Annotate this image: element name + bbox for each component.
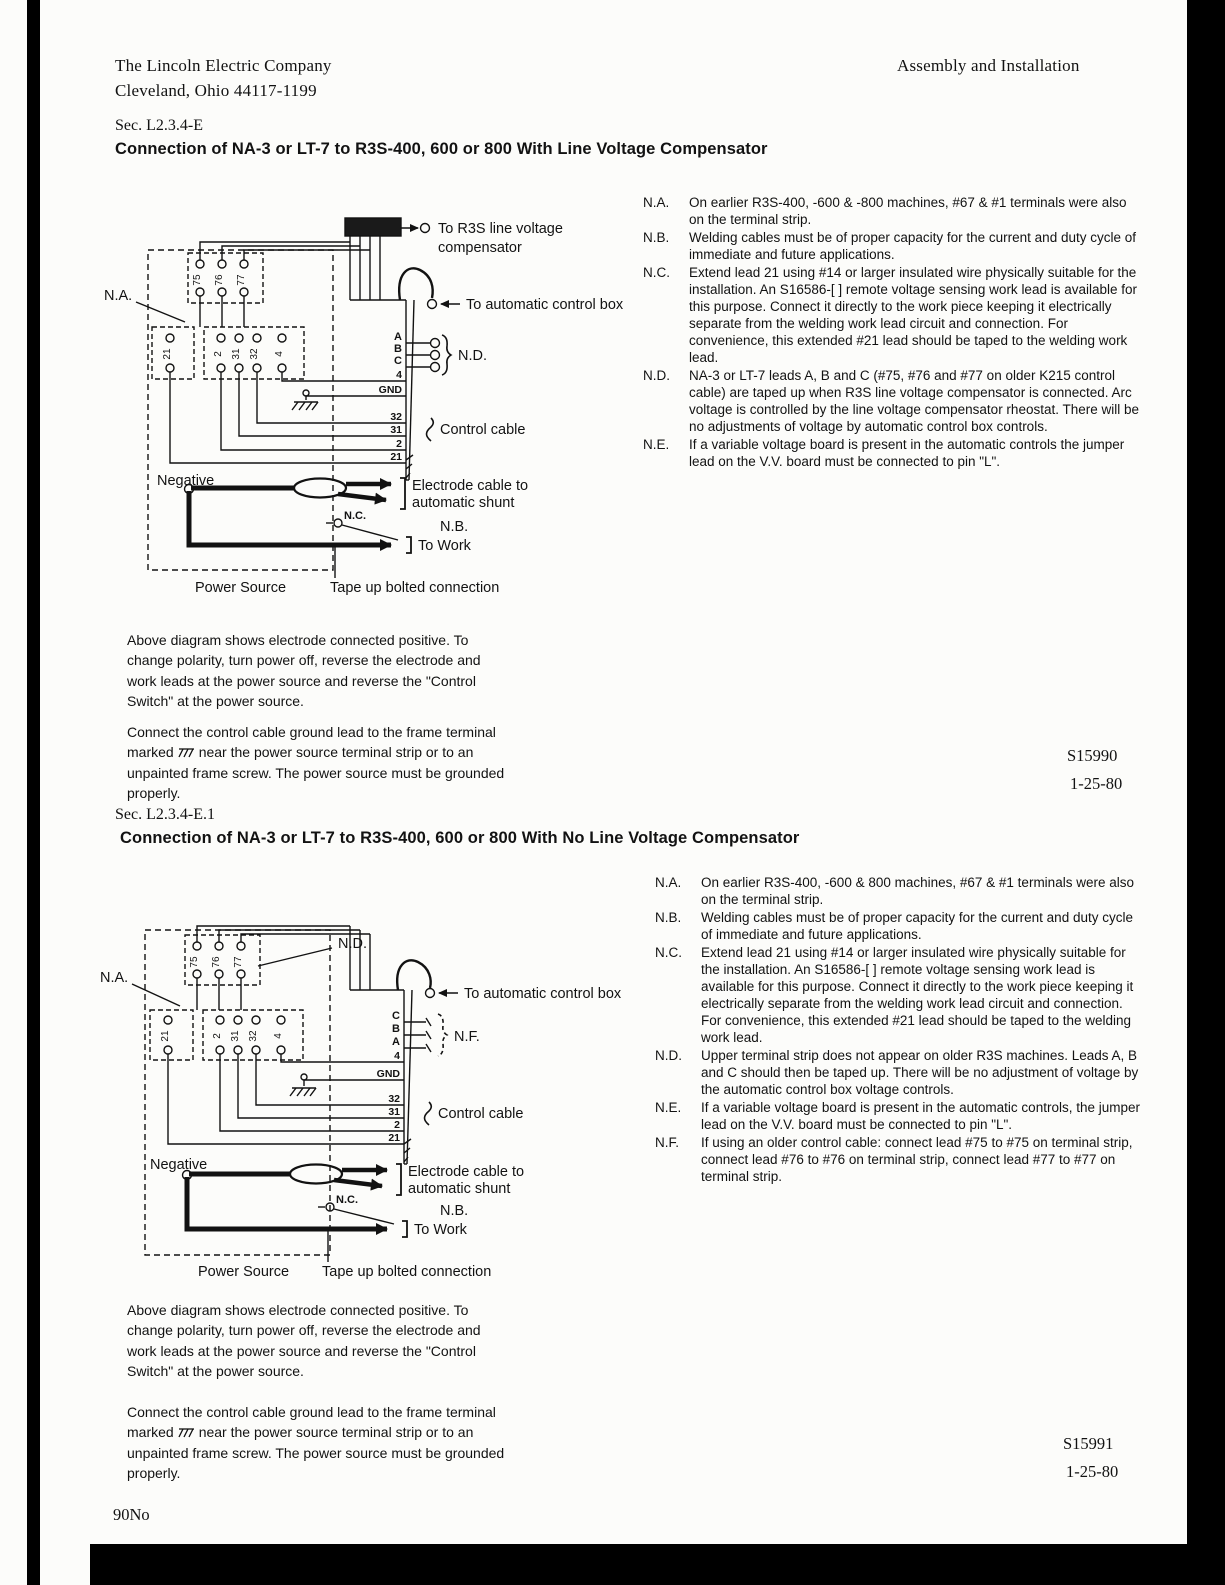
note-text: On earlier R3S-400, -600 & -800 machines, #67 & #1 terminals were also on the terminal strip. <box>689 195 1127 227</box>
section1-number: Sec. L2.3.4-E <box>115 117 203 134</box>
section1-ground-paragraph <box>127 722 511 803</box>
label-lead-c: C <box>394 355 402 367</box>
work-bracket <box>406 537 411 553</box>
label-lead-31: 31 <box>388 1106 400 1118</box>
terminal-77: 77 <box>236 274 247 286</box>
label-lead-31: 31 <box>390 424 402 436</box>
label-tape-up: Tape up bolted connection <box>330 580 500 596</box>
label-lead-2: 2 <box>396 438 402 450</box>
na-pointer <box>136 302 185 322</box>
label-lead-gnd: GND <box>376 1068 400 1080</box>
label-lead-b: B <box>394 343 402 355</box>
control-cable-leads <box>170 372 406 463</box>
nc-lead <box>326 519 398 540</box>
company-address: Cleveland, Ohio 44117-1199 <box>115 81 317 100</box>
terminal-circles-bottom <box>164 1016 285 1054</box>
note-row <box>655 1099 1142 1133</box>
terminal-4: 4 <box>273 1033 284 1039</box>
wiring-diagram-with-compensator <box>88 188 653 608</box>
note-label: N.A. <box>655 875 682 890</box>
note-row <box>643 194 1139 228</box>
section2-ground-paragraph <box>127 1402 511 1483</box>
terminal-2: 2 <box>212 1033 223 1039</box>
label-na: N.A. <box>100 970 129 986</box>
label-to-control-box: To automatic control box <box>464 986 622 1002</box>
note-text: If using an older control cable: connect lead #75 to #75 on terminal strip, connect lead #76 to #76 on terminal strip, connect lead #77 to #77 on terminal strip. <box>701 1135 1133 1184</box>
section2-number: Sec. L2.3.4-E.1 <box>115 806 215 823</box>
label-negative: Negative <box>157 473 215 489</box>
terminal-21: 21 <box>162 348 173 360</box>
note-label: N.A. <box>643 195 670 210</box>
note-text: NA-3 or LT-7 leads A, B and C (#75, #76 and #77 on older K215 control cable) are taped up when R3S line voltage compensator is connected. Arc voltage is controlled by the line voltage compensator rheostat. There will be no adjustments of voltage by automatic control box controls. <box>689 368 1140 434</box>
inter-strip-wires <box>197 978 241 1010</box>
note-label: N.E. <box>643 437 670 452</box>
section2-title: Connection of NA-3 or LT-7 to R3S-400, 600 or 800 With No Line Voltage Compensator <box>120 829 800 847</box>
leads-abc <box>406 339 440 372</box>
control-box-terminal <box>426 989 435 998</box>
note-text: Extend lead 21 using #14 or larger insulated wire physically suitable for the installation. An S16586-[ ] remote voltage sensing work lead is available for this purpose. Connect it directly to the work piece keeping it electrically separate from the welding work lead circuit and connection. For convenience, this extended #21 lead should be taped to the welding work lead. <box>701 945 1134 1045</box>
note-row <box>643 264 1139 366</box>
section2-doc-number: S15991 <box>1063 1434 1114 1453</box>
compensator-terminal <box>421 224 430 233</box>
section2-notes <box>655 874 1142 1186</box>
label-power-source: Power Source <box>198 1264 290 1280</box>
note-text: Upper terminal strip does not appear on older R3S machines. Leads A, B and C should then be taped up. There will be no adjustment of voltage by the automatic control box voltage controls. <box>701 1048 1139 1097</box>
label-nc: N.C. <box>336 1194 358 1206</box>
ground-paragraph-pre: Connect the control cable ground lead to the frame terminal marked <box>127 724 496 761</box>
terminal-75: 75 <box>192 274 203 286</box>
ground-symbol <box>292 390 318 410</box>
label-lead-a: A <box>392 1036 400 1048</box>
ground-symbol-icon <box>177 1425 196 1439</box>
terminal-76: 76 <box>211 956 222 968</box>
note-label: N.C. <box>643 265 670 280</box>
na-pointer <box>132 984 180 1006</box>
label-lead-b: B <box>392 1023 400 1035</box>
note-text: If a variable voltage board is present in the automatic controls, the jumper lead on the V.V. board must be connected to pin "L". <box>701 1100 1140 1132</box>
label-negative: Negative <box>150 1157 208 1173</box>
nd-pointer <box>258 948 332 966</box>
label-to-work: To Work <box>414 1222 467 1238</box>
compensator-wires <box>200 236 406 300</box>
label-lead-4: 4 <box>394 1050 400 1062</box>
nf-brace <box>438 1014 447 1056</box>
note-text: Welding cables must be of proper capacity for the current and duty cycle of immediate and future applications. <box>689 230 1136 262</box>
control-box-cable <box>399 268 432 300</box>
ground-paragraph-pre: Connect the control cable ground lead to the frame terminal marked <box>127 1404 496 1441</box>
note-row <box>655 944 1142 1046</box>
company-name: The Lincoln Electric Company <box>115 56 332 75</box>
note-label: N.F. <box>655 1135 680 1150</box>
note-label: N.B. <box>643 230 670 245</box>
note-label: N.C. <box>655 945 682 960</box>
label-nb: N.B. <box>440 519 469 535</box>
control-box-terminal <box>428 300 437 309</box>
section1-polarity-paragraph: Above diagram shows electrode connected positive. To change polarity, turn power off, reverse the electrode and work leads at the power source and reverse the "Control Switch" at the power source. <box>127 632 481 709</box>
control-cable-trunk <box>404 990 412 1164</box>
control-box-cable <box>397 960 430 990</box>
label-electrode-2: automatic shunt <box>412 495 515 511</box>
scan-bar-left <box>27 0 40 1585</box>
terminal-75: 75 <box>189 956 200 968</box>
label-lead-32: 32 <box>388 1093 400 1105</box>
terminal-circles-bottom <box>166 334 286 372</box>
terminal-76: 76 <box>214 274 225 286</box>
scan-bar-right <box>1187 0 1225 1585</box>
note-row <box>655 909 1142 943</box>
ground-symbol-icon <box>177 745 196 759</box>
label-lead-4: 4 <box>396 369 402 381</box>
label-nc: N.C. <box>344 510 366 522</box>
label-to-compensator-1: To R3S line voltage <box>438 221 563 237</box>
inter-strip-wires <box>200 296 244 327</box>
header-right-title: Assembly and Installation <box>897 56 1080 75</box>
control-cable-trunk <box>406 300 414 480</box>
section2-doc-date: 1-25-80 <box>1066 1462 1119 1481</box>
label-nd: N.D. <box>338 936 367 952</box>
terminal-32: 32 <box>248 1030 259 1042</box>
label-lead-32: 32 <box>390 411 402 423</box>
label-to-control-box: To automatic control box <box>466 297 624 313</box>
label-to-compensator-2: compensator <box>438 240 522 256</box>
label-electrode-2: automatic shunt <box>408 1181 511 1197</box>
label-lead-gnd: GND <box>378 384 402 396</box>
section1-doc-date: 1-25-80 <box>1070 774 1123 793</box>
label-nb: N.B. <box>440 1203 469 1219</box>
wiring-diagram-no-compensator <box>88 878 653 1298</box>
label-to-work: To Work <box>418 538 471 554</box>
label-lead-2: 2 <box>394 1119 400 1131</box>
terminal-31: 31 <box>230 1030 241 1042</box>
control-cable-squiggle <box>425 1102 432 1125</box>
control-cable-leads <box>168 1054 404 1144</box>
note-row <box>643 436 1139 470</box>
label-nf: N.F. <box>454 1029 480 1045</box>
section1-title: Connection of NA-3 or LT-7 to R3S-400, 600 or 800 With Line Voltage Compensator <box>115 140 768 158</box>
note-label: N.D. <box>655 1048 682 1063</box>
note-row <box>655 1134 1142 1185</box>
compensator-connector <box>345 218 401 236</box>
note-text: If a variable voltage board is present in the automatic controls the jumper lead on the V.V. board must be connected to pin "L". <box>689 437 1125 469</box>
ground-paragraph-post: near the power source terminal strip or to an unpainted frame screw. The power source must be grounded properly. <box>127 1424 505 1481</box>
ground-paragraph-post: near the power source terminal strip or to an unpainted frame screw. The power source must be grounded properly. <box>127 744 505 801</box>
terminal-32: 32 <box>249 348 260 360</box>
note-row <box>655 1047 1142 1098</box>
terminal-21: 21 <box>160 1030 171 1042</box>
note-label: N.B. <box>655 910 682 925</box>
terminal-4: 4 <box>274 351 285 357</box>
label-electrode-1: Electrode cable to <box>408 1164 525 1180</box>
label-control-cable: Control cable <box>440 422 526 438</box>
nd-brace <box>442 335 451 375</box>
label-control-cable: Control cable <box>438 1106 524 1122</box>
section2-polarity-paragraph: Above diagram shows electrode connected positive. To change polarity, turn power off, reverse the electrode and work leads at the power source and reverse the "Control Switch" at the power source. <box>127 1302 481 1379</box>
electrode-bracket <box>400 478 405 509</box>
label-electrode-1: Electrode cable to <box>412 478 529 494</box>
terminal-31: 31 <box>231 348 242 360</box>
note-text: Extend lead 21 using #14 or larger insulated wire physically suitable for the installation. An S16586-[ ] remote voltage sensing work lead is available for this purpose. Connect it directly to the work piece keeping it electrically separate from the welding work lead circuit and connection. For convenience, this extended #21 lead should be taped to the welding work lead. <box>689 265 1138 365</box>
note-row <box>655 874 1142 908</box>
page-code: 90No <box>113 1505 150 1524</box>
label-lead-21: 21 <box>388 1132 400 1144</box>
label-nd: N.D. <box>458 348 487 364</box>
note-text: Welding cables must be of proper capacity for the current and duty cycle of immediate and future applications. <box>701 910 1133 942</box>
note-row <box>643 229 1139 263</box>
leads-cba <box>404 1018 431 1052</box>
terminal-2: 2 <box>213 351 224 357</box>
control-cable-squiggle <box>427 418 434 441</box>
section1-notes <box>643 194 1139 471</box>
label-tape-up: Tape up bolted connection <box>322 1264 492 1280</box>
scan-bar-bottom <box>90 1544 1187 1585</box>
section1-doc-number: S15990 <box>1067 746 1118 765</box>
terminal-77: 77 <box>233 956 244 968</box>
note-label: N.D. <box>643 368 670 383</box>
label-lead-a: A <box>394 331 402 343</box>
note-row <box>643 367 1139 435</box>
ground-symbol <box>290 1074 316 1096</box>
power-source-boundary <box>148 250 333 570</box>
note-text: On earlier R3S-400, -600 & 800 machines, #67 & #1 terminals were also on the terminal strip. <box>701 875 1134 907</box>
work-bracket <box>402 1221 407 1237</box>
label-power-source: Power Source <box>195 580 287 596</box>
electrode-bracket <box>396 1164 401 1195</box>
label-lead-21: 21 <box>390 451 402 463</box>
note-label: N.E. <box>655 1100 682 1115</box>
label-lead-c: C <box>392 1010 400 1022</box>
label-na: N.A. <box>104 288 133 304</box>
